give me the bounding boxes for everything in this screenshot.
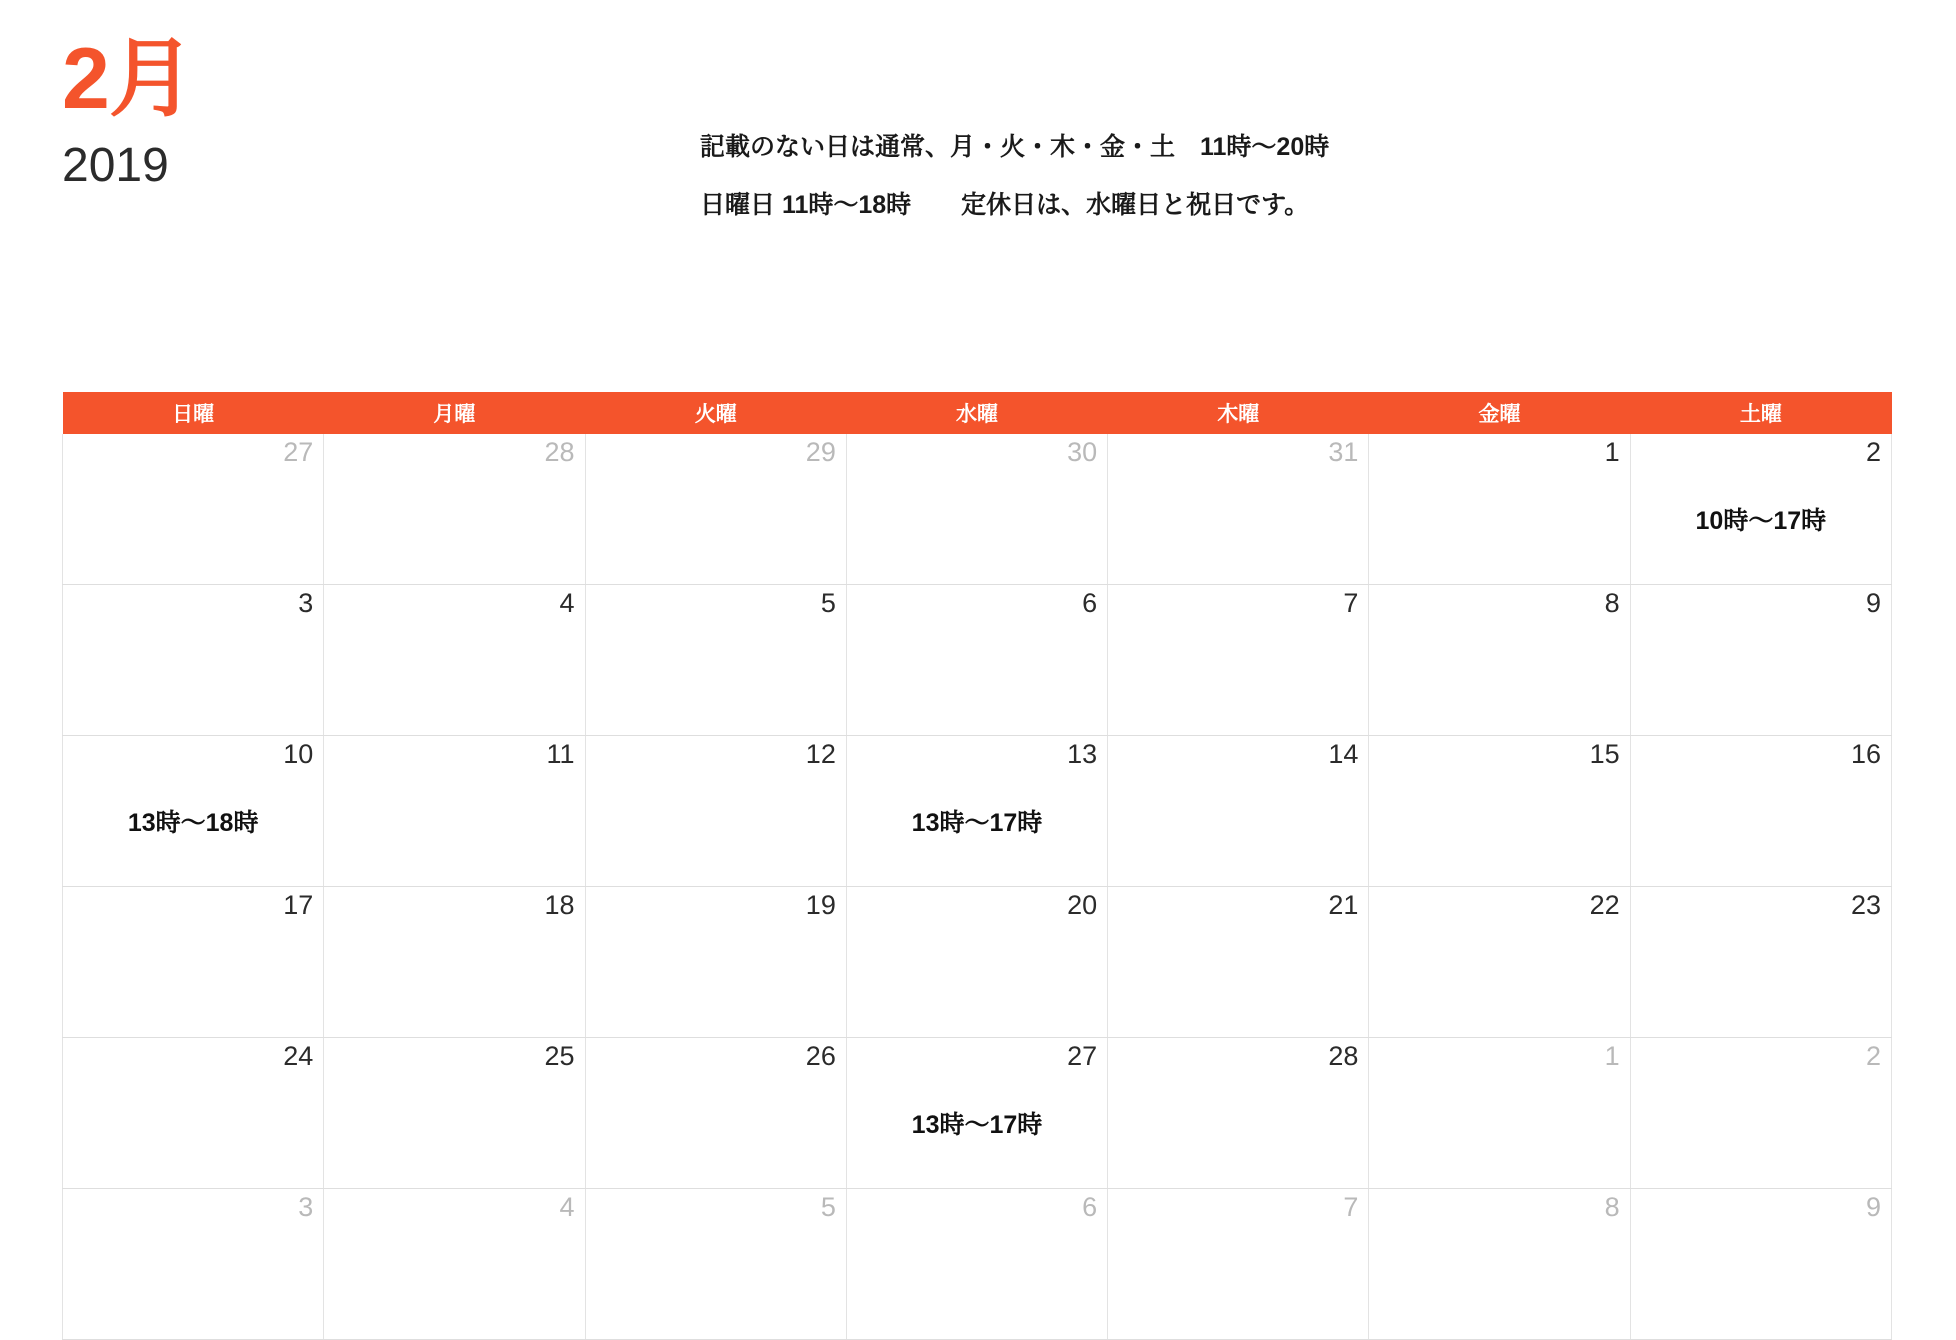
- day-cell[interactable]: [63, 736, 324, 887]
- day-cell[interactable]: [324, 887, 585, 1038]
- day-number: 3: [298, 1192, 314, 1222]
- day-cell[interactable]: [846, 887, 1107, 1038]
- year-label: 2019: [62, 139, 169, 192]
- day-number: 24: [283, 1041, 314, 1071]
- day-number: 15: [1589, 739, 1620, 769]
- weekday-header-monday: 月曜: [324, 392, 585, 434]
- day-number: 22: [1589, 890, 1620, 920]
- day-number: 27: [1067, 1041, 1098, 1071]
- day-number: 12: [805, 739, 836, 769]
- day-number: 29: [805, 437, 836, 467]
- day-cell[interactable]: [1630, 1189, 1891, 1340]
- day-cell[interactable]: [585, 736, 846, 887]
- week-row: [63, 887, 1892, 1038]
- weekday-header-tuesday: 火曜: [585, 392, 846, 434]
- day-number: 18: [544, 890, 575, 920]
- day-number: 26: [805, 1041, 836, 1071]
- day-number: 23: [1850, 890, 1881, 920]
- day-number: 27: [283, 437, 314, 467]
- day-number: 8: [1604, 1192, 1620, 1222]
- day-cell[interactable]: [324, 1189, 585, 1340]
- day-cell[interactable]: [1630, 434, 1891, 585]
- day-number: 2: [1865, 1041, 1881, 1071]
- weekday-header-sunday: 日曜: [63, 392, 324, 434]
- day-cell[interactable]: [585, 585, 846, 736]
- day-cell[interactable]: [1630, 887, 1891, 1038]
- day-number: 31: [1328, 437, 1359, 467]
- day-number: 30: [1067, 437, 1098, 467]
- day-cell[interactable]: [846, 434, 1107, 585]
- day-cell[interactable]: [63, 585, 324, 736]
- day-number: 17: [283, 890, 314, 920]
- month-grid-body: [63, 434, 1892, 1340]
- day-number: 1: [1604, 1041, 1620, 1071]
- day-cell[interactable]: [1108, 1189, 1369, 1340]
- day-number: 6: [1082, 1192, 1098, 1222]
- day-number: 19: [805, 890, 836, 920]
- weekday-header-row: [63, 392, 1892, 434]
- day-cell[interactable]: [324, 1038, 585, 1189]
- weekday-header-saturday: 土曜: [1630, 392, 1891, 434]
- day-cell[interactable]: [1369, 434, 1630, 585]
- day-cell[interactable]: [1108, 1038, 1369, 1189]
- day-number: 10: [283, 739, 314, 769]
- day-number: 8: [1604, 588, 1620, 618]
- day-cell[interactable]: [324, 585, 585, 736]
- day-cell[interactable]: [324, 736, 585, 887]
- day-number: 6: [1082, 588, 1098, 618]
- note-line-2: 日曜日 11時〜18時 定休日は、水曜日と祝日です。: [700, 191, 1310, 219]
- day-cell[interactable]: [1369, 887, 1630, 1038]
- day-cell[interactable]: [1630, 736, 1891, 887]
- day-number: 21: [1328, 890, 1359, 920]
- page-title: 2月: [62, 31, 194, 127]
- month-year-block: [62, 31, 194, 192]
- week-row: [63, 736, 1892, 887]
- day-number: 25: [544, 1041, 575, 1071]
- day-number: 3: [298, 588, 314, 618]
- weekday-header-wednesday: 水曜: [846, 392, 1107, 434]
- day-cell[interactable]: [585, 1189, 846, 1340]
- day-cell[interactable]: [1108, 585, 1369, 736]
- day-cell[interactable]: [846, 585, 1107, 736]
- day-number: 20: [1067, 890, 1098, 920]
- notes-block: [700, 135, 1800, 251]
- day-cell[interactable]: [1108, 736, 1369, 887]
- day-cell[interactable]: [1369, 736, 1630, 887]
- day-number: 5: [820, 1192, 836, 1222]
- day-event-label: 13時〜17時: [911, 809, 1043, 838]
- day-number: 2: [1865, 437, 1881, 467]
- day-cell[interactable]: [63, 1189, 324, 1340]
- day-cell[interactable]: [846, 1038, 1107, 1189]
- day-cell[interactable]: [63, 1038, 324, 1189]
- day-cell[interactable]: [585, 1038, 846, 1189]
- day-number: 7: [1343, 588, 1359, 618]
- day-number: 11: [546, 739, 575, 769]
- day-event-label: 13時〜17時: [911, 1111, 1043, 1140]
- day-number: 14: [1328, 739, 1359, 769]
- day-cell[interactable]: [1108, 434, 1369, 585]
- day-number: 4: [559, 1192, 575, 1222]
- day-event-label: 13時〜18時: [127, 809, 259, 838]
- week-row: [63, 434, 1892, 585]
- day-cell[interactable]: [1630, 585, 1891, 736]
- day-cell[interactable]: [63, 887, 324, 1038]
- day-cell[interactable]: [1630, 1038, 1891, 1189]
- day-number: 9: [1865, 588, 1881, 618]
- month-grid: [62, 392, 1892, 1340]
- day-cell[interactable]: [1369, 585, 1630, 736]
- note-line-1: 記載のない日は通常、月・火・木・金・土 11時〜20時: [700, 133, 1330, 161]
- weekday-header-friday: 金曜: [1369, 392, 1630, 434]
- day-number: 1: [1604, 437, 1620, 467]
- day-event-label: 10時〜17時: [1695, 507, 1827, 536]
- day-cell[interactable]: [1369, 1189, 1630, 1340]
- weekday-header-thursday: 木曜: [1108, 392, 1369, 434]
- day-number: 9: [1865, 1192, 1881, 1222]
- day-cell[interactable]: [585, 434, 846, 585]
- day-number: 5: [820, 588, 836, 618]
- day-cell[interactable]: [585, 887, 846, 1038]
- day-number: 7: [1343, 1192, 1359, 1222]
- day-cell[interactable]: [846, 1189, 1107, 1340]
- day-cell[interactable]: [1108, 887, 1369, 1038]
- day-cell[interactable]: [846, 736, 1107, 887]
- day-number: 13: [1067, 739, 1098, 769]
- week-row: [63, 585, 1892, 736]
- day-number: 16: [1850, 739, 1881, 769]
- page-header: [0, 0, 1956, 330]
- day-number: 28: [544, 437, 575, 467]
- day-number: 4: [559, 588, 575, 618]
- week-row: [63, 1038, 1892, 1189]
- day-cell[interactable]: [1369, 1038, 1630, 1189]
- day-cell[interactable]: [324, 434, 585, 585]
- week-row: [63, 1189, 1892, 1340]
- day-cell[interactable]: [63, 434, 324, 585]
- day-number: 28: [1328, 1041, 1359, 1071]
